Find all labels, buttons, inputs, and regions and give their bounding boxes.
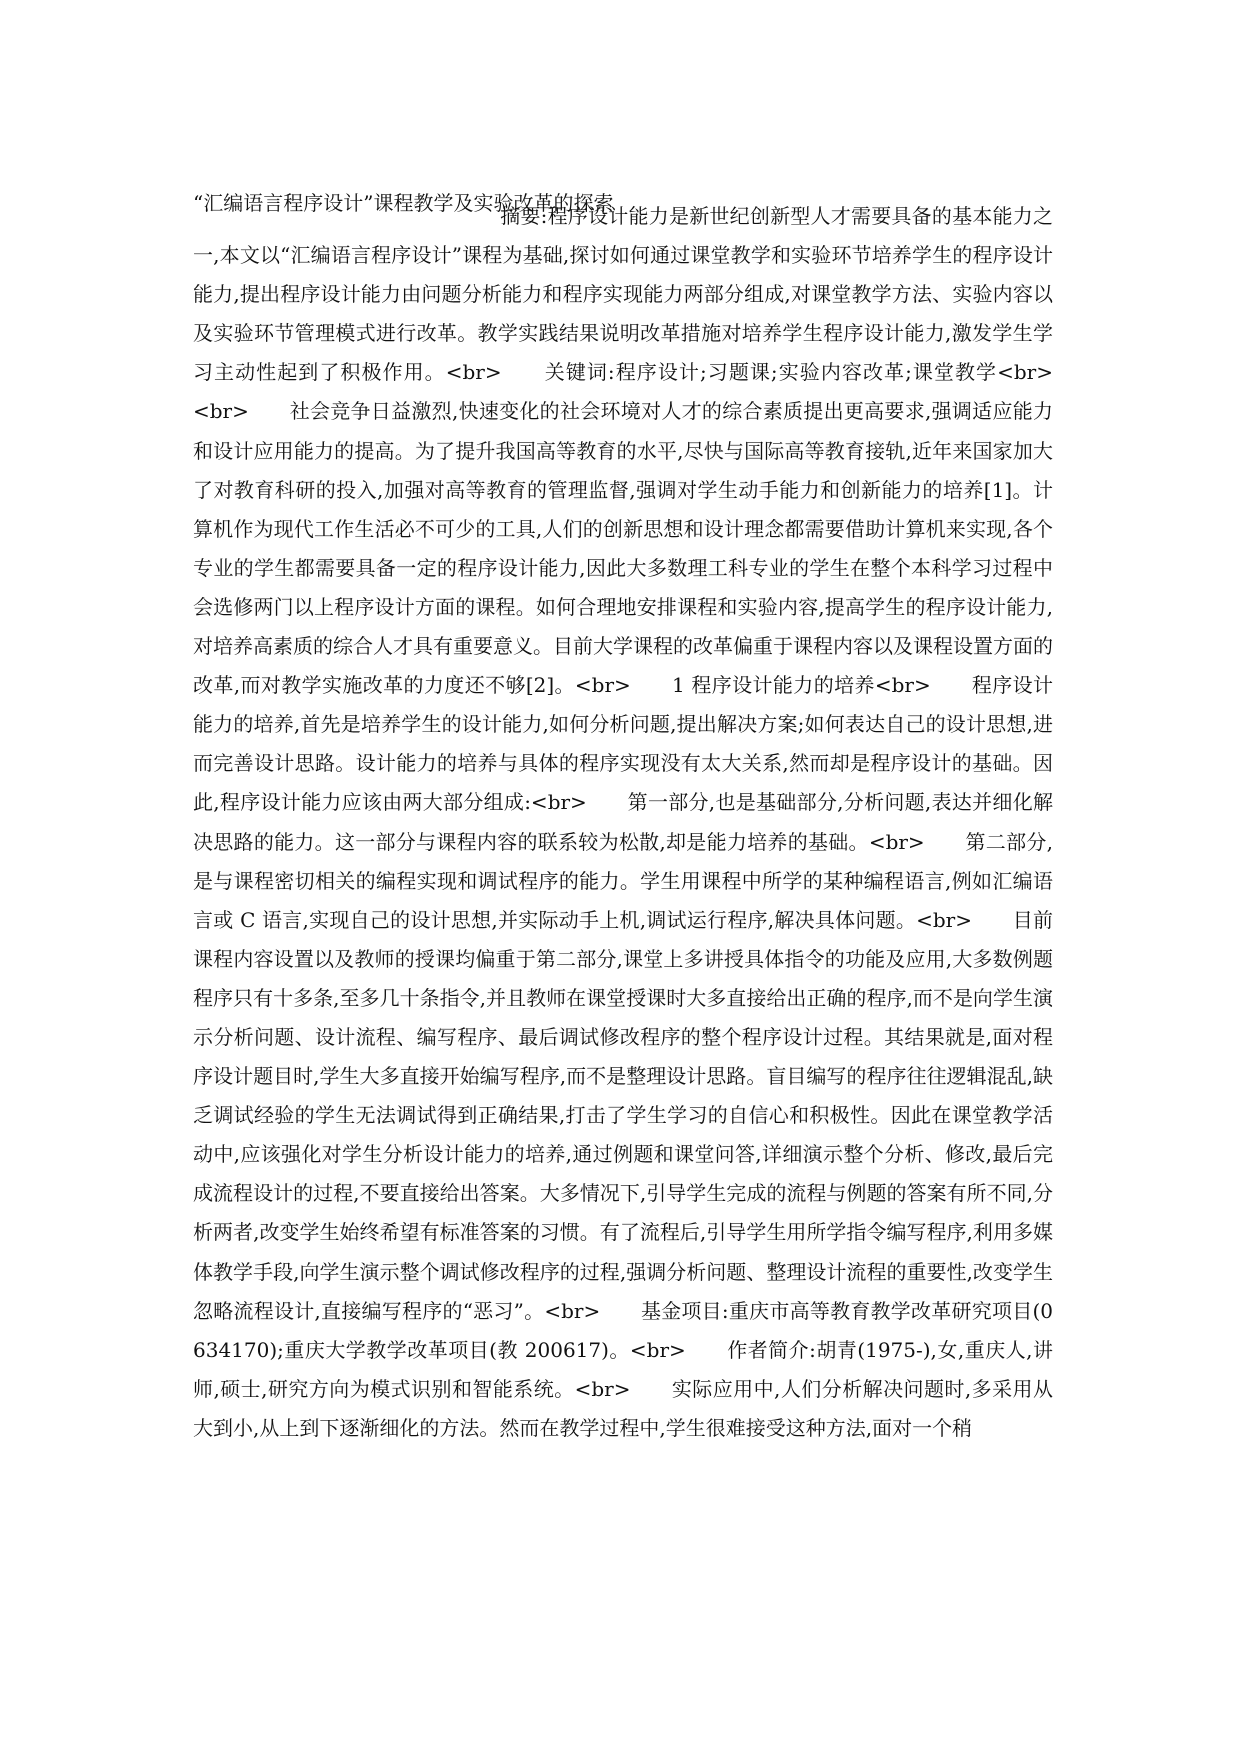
document-title: “汇编语言程序设计”课程教学及实验改革的探索 <box>193 191 614 215</box>
document-body-text: 摘要:程序设计能力是新世纪创新型人才需要具备的基本能力之一,本文以“汇编语言程序设计”课程为基础,探讨如何通过课堂教学和实验环节培养学生的程序设计能力,提出程序设计能力由问题分析能力和程序实现能力两部分组成,对课堂教学方法、实验内容以及实验环节管理模式进行改革。教学实践结果说明改革措施对培养学生程序设计能力,激发学生学习主动性起到了积极作用。<br> 关键词:程序设计;习题课;实验内容改革;课堂教学<br> <br> 社会竞争日益激烈,快速变化的社会环境对人才的综合素质提出更高要求,强调适应能力和设计应用能力的提高。为了提升我国高等教育的水平,尽快与国际高等教育接轨,近年来国家加大了对教育科研的投入,加强对高等教育的管理监督,强调对学生动手能力和创新能力的培养[1]。计算机作为现代工作生活必不可少的工具,人们的创新思想和设计理念都需要借助计算机来实现,各个专业的学生都需要具备一定的程序设计能力,因此大多数理工科专业的学生在整个本科学习过程中会选修两门以上程序设计方面的课程。如何合理地安排课程和实验内容,提高学生的程序设计能力,对培养高素质的综合人才具有重要意义。目前大学课程的改革偏重于课程内容以及课程设置方面的改革,而对教学实施改革的力度还不够[2]。<br> 1 程序设计能力的培养<br> 程序设计能力的培养,首先是培养学生的设计能力,如何分析问题,提出解决方案;如何表达自己的设计思想,进而完善设计思路。设计能力的培养与具体的程序实现没有太大关系,然而却是程序设计的基础。因此,程序设计能力应该由两大部分组成:<br> 第一部分,也是基础部分,分析问题,表达并细化解决思路的能力。这一部分与课程内容的联系较为松散,却是能力培养的基础。<br> 第二部分,是与课程密切相关的编程实现和调试程序的能力。学生用课程中所学的某种编程语言,例如汇编语言或 C 语言,实现自己的设计思想,并实际动手上机,调试运行程序,解决具体问题。<br> 目前课程内容设置以及教师的授课均偏重于第二部分,课堂上多讲授具体指令的功能及应用,大多数例题程序只有十多条,至多几十条指令,并且教师在课堂授课时大多直接给出正确的程序,而不是向学生演示分析问题、设计流程、编写程序、最后调试修改程序的整个程序设计过程。其结果就是,面对程序设计题目时,学生大多直接开始编写程序,而不是整理设计思路。盲目编写的程序往往逻辑混乱,缺乏调试经验的学生无法调试得到正确结果,打击了学生学习的自信心和积极性。因此在课堂教学活动中,应该强化对学生分析设计能力的培养,通过例题和课堂问答,详细演示整个分析、修改,最后完成流程设计的过程,不要直接给出答案。大多情况下,引导学生完成的流程与例题的答案有所不同,分析两者,改变学生始终希望有标准答案的习惯。有了流程后,引导学生用所学指令编写程序,利用多媒体教学手段,向学生演示整个调试修改程序的过程,强调分析问题、整理设计流程的重要性,改变学生忽略流程设计,直接编写程序的“恶习”。<br> 基金项目:重庆市高等教育教学改革研究项目(0634170);重庆大学教学改革项目(教 200617)。<br> 作者简介:胡青(1975-),女,重庆人,讲师,硕士,研究方向为模式识别和智能系统。<br> 实际应用中,人们分析解决问题时,多采用从大到小,从上到下逐渐细化的方法。然而在教学过程中,学生很难接受这种方法,面对一个稍 <box>193 204 1093 1440</box>
document-body <box>193 197 1093 1448</box>
indent-spacer <box>193 222 500 223</box>
